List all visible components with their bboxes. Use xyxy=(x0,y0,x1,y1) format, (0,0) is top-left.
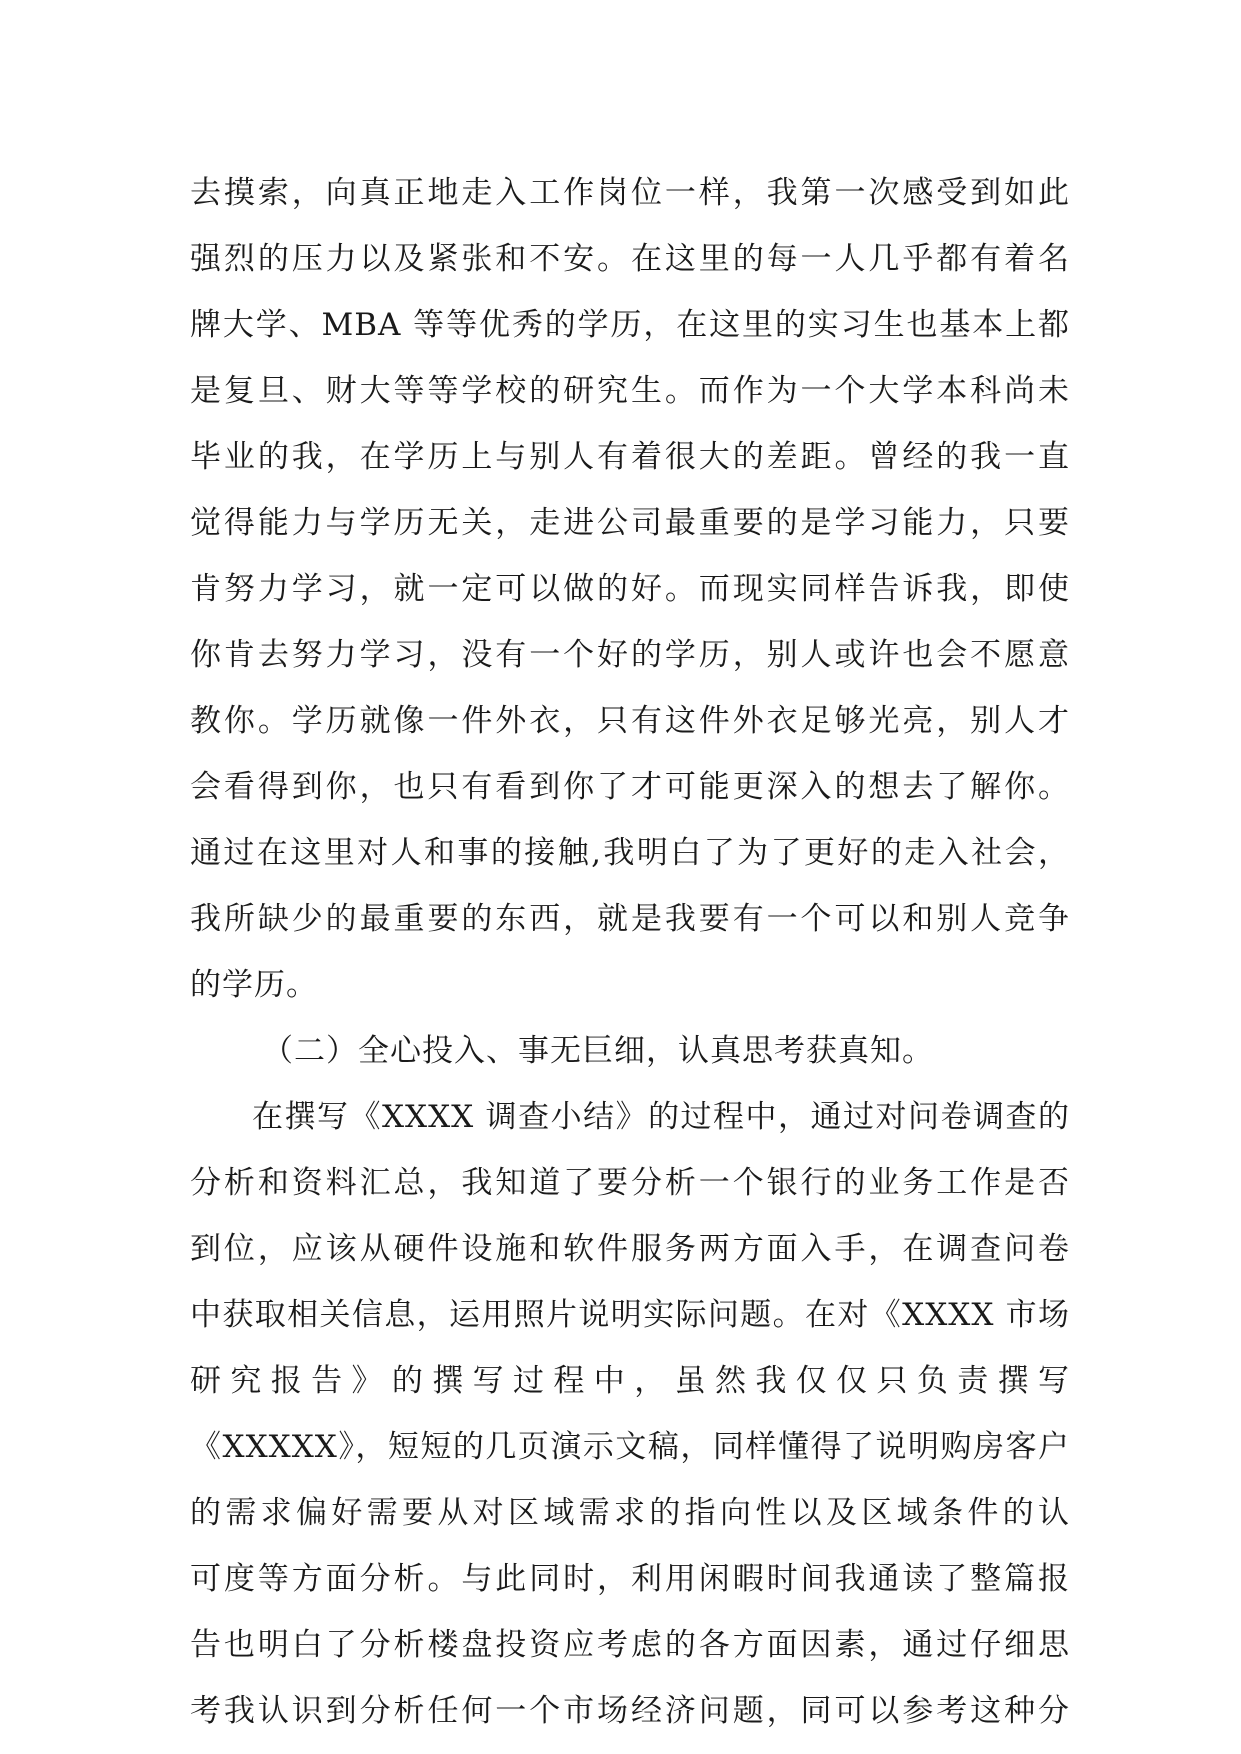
text-line: 分析和资料汇总，我知道了要分析一个银行的业务工作是否 xyxy=(190,1165,1070,1201)
text-line: 肯努力学习，就一定可以做的好。而现实同样告诉我，即使 xyxy=(190,571,1070,607)
text-line: 教你。学历就像一件外衣，只有这件外衣足够光亮，别人才 xyxy=(190,703,1070,739)
body-text xyxy=(190,160,1070,1744)
text-line: 通过在这里对人和事的接触,我明白了为了更好的走入社会， xyxy=(190,835,1070,871)
text-line: 在撰写《XXXX 调查小结》的过程中，通过对问卷调查的 xyxy=(252,1099,1070,1135)
text-line: 的需求偏好需要从对区域需求的指向性以及区域条件的认 xyxy=(190,1495,1070,1531)
text-line: 是复旦、财大等等学校的研究生。而作为一个大学本科尚未 xyxy=(190,373,1070,409)
text-line: 考我认识到分析任何一个市场经济问题，同可以参考这种分 xyxy=(190,1693,1070,1729)
text-line: 我所缺少的最重要的东西，就是我要有一个可以和别人竞争 xyxy=(190,901,1070,937)
text-line: 去摸索，向真正地走入工作岗位一样，我第一次感受到如此 xyxy=(190,175,1070,211)
text-line: 《XXXXX》，短短的几页演示文稿，同样懂得了说明购房客户 xyxy=(190,1429,1070,1465)
text-line: 会看得到你，也只有看到你了才可能更深入的想去了解你。 xyxy=(190,769,1070,805)
text-line: 中获取相关信息，运用照片说明实际问题。在对《XXXX 市场 xyxy=(190,1297,1070,1333)
section-heading: （二）全心投入、事无巨细，认真思考获真知。 xyxy=(262,1033,934,1069)
text-line: 牌大学、MBA 等等优秀的学历，在这里的实习生也基本上都 xyxy=(190,307,1070,343)
text-line: 告也明白了分析楼盘投资应考虑的各方面因素，通过仔细思 xyxy=(190,1627,1070,1663)
text-line: 毕业的我，在学历上与别人有着很大的差距。曾经的我一直 xyxy=(190,439,1070,475)
text-line: 可度等方面分析。与此同时，利用闲暇时间我通读了整篇报 xyxy=(190,1561,1070,1597)
text-line: 你肯去努力学习，没有一个好的学历，别人或许也会不愿意 xyxy=(190,637,1070,673)
text-line: 的学历。 xyxy=(190,967,318,1003)
text-line: 觉得能力与学历无关，走进公司最重要的是学习能力，只要 xyxy=(190,505,1070,541)
text-line: 到位，应该从硬件设施和软件服务两方面入手，在调查问卷 xyxy=(190,1231,1070,1267)
text-line: 研究报告》的撰写过程中，虽然我仅仅只负责撰写 xyxy=(190,1363,1070,1399)
text-line: 强烈的压力以及紧张和不安。在这里的每一人几乎都有着名 xyxy=(190,241,1070,277)
